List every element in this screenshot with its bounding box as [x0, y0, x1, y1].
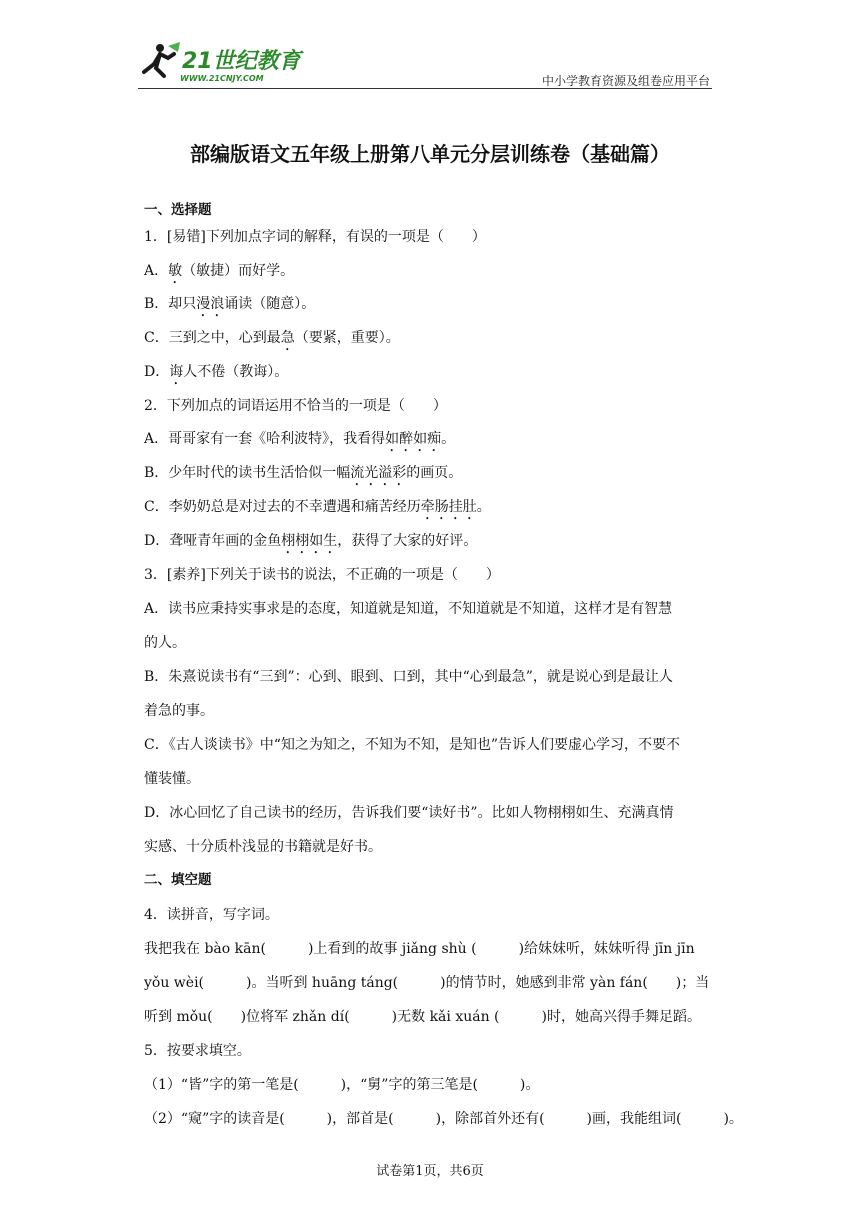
option-a-cont: 的人。	[144, 635, 186, 651]
question-stem: 2．下列加点的词语运用不恰当的一项是（ ）	[144, 398, 447, 414]
header-divider	[138, 88, 712, 89]
logo-text: 21世纪教育	[182, 49, 301, 74]
section-heading: 一、选择题	[144, 202, 212, 218]
fill-line: 听到 mǒu( )位将军 zhǎn dí( )无数 kǎi xuán ( )时，她高兴得手舞足蹈。	[144, 1009, 701, 1025]
option-b: B．却只漫浪诵读（随意）。	[144, 296, 316, 312]
fill-line: （2）“窥”字的读音是( )，部首是( )，除部首外还有( )画，我能组词( )。	[144, 1111, 743, 1127]
option-b: B．朱熹说读书有“三到”：心到、眼到、口到，其中“心到最急”，就是说心到是最让人	[144, 669, 673, 685]
option-b: B．少年时代的读书生活恰似一幅流光溢彩的画页。	[144, 465, 463, 481]
logo	[138, 38, 318, 88]
fill-line: 我把我在 bào kān( )上看到的故事 jiǎng shù ( )给妹妹听，妹妹听得 jīn jīn	[144, 941, 695, 957]
fill-line: （1）“皆”字的第一笔是( )，“舅”字的第三笔是( )。	[144, 1077, 540, 1093]
question-stem: 1．[易错]下列加点字词的解释，有误的一项是（ ）	[144, 229, 486, 245]
platform-label: 中小学教育资源及组卷应用平台	[541, 74, 710, 88]
question-stem: 3．[素养]下列关于读书的说法，不正确的一项是（ ）	[144, 567, 500, 583]
option-d: D．冰心回忆了自己读书的经历，告诉我们要“读好书”。比如人物栩栩如生、充满真情	[144, 805, 674, 821]
option-c: C．李奶奶总是对过去的不幸遭遇和痛苦经历牵肠挂肚。	[144, 499, 491, 515]
option-d: D．诲人不倦（教诲）。	[144, 364, 289, 380]
page-title: 部编版语文五年级上册第八单元分层训练卷（基础篇）	[190, 142, 670, 166]
question-stem: 4．读拼音，写字词。	[144, 907, 279, 923]
option-d: D．聋哑青年画的金鱼栩栩如生，获得了大家的好评。	[144, 533, 478, 549]
runner-icon	[138, 42, 182, 82]
fill-line: yǒu wèi( )。当听到 huāng táng( )的情节时，她感到非常 yàn fán( )；当	[144, 975, 710, 991]
option-c-cont: 懂装懂。	[144, 771, 200, 787]
option-d-cont: 实感、十分质朴浅显的书籍就是好书。	[144, 839, 382, 855]
option-c: C．三到之中，心到最急（要紧，重要）。	[144, 330, 400, 346]
logo-url: WWW.21CNJY.COM	[180, 74, 264, 83]
option-a: A．哥哥家有一套《哈利波特》，我看得如醉如痴。	[144, 431, 456, 447]
page-footer: 试卷第1页，共6页	[376, 1164, 484, 1179]
option-a: A．敏（敏捷）而好学。	[144, 263, 295, 279]
option-a: A．读书应秉持实事求是的态度，知道就是知道，不知道就是不知道，这样才是有智慧	[144, 601, 673, 617]
option-c: C．《古人谈读书》中“知之为知之，不知为不知，是知也”告诉人们要虚心学习，不要不	[144, 737, 681, 753]
page-header	[138, 38, 712, 88]
section-heading: 二、填空题	[144, 872, 212, 888]
option-b-cont: 着急的事。	[144, 703, 214, 719]
question-stem: 5．按要求填空。	[144, 1043, 251, 1059]
